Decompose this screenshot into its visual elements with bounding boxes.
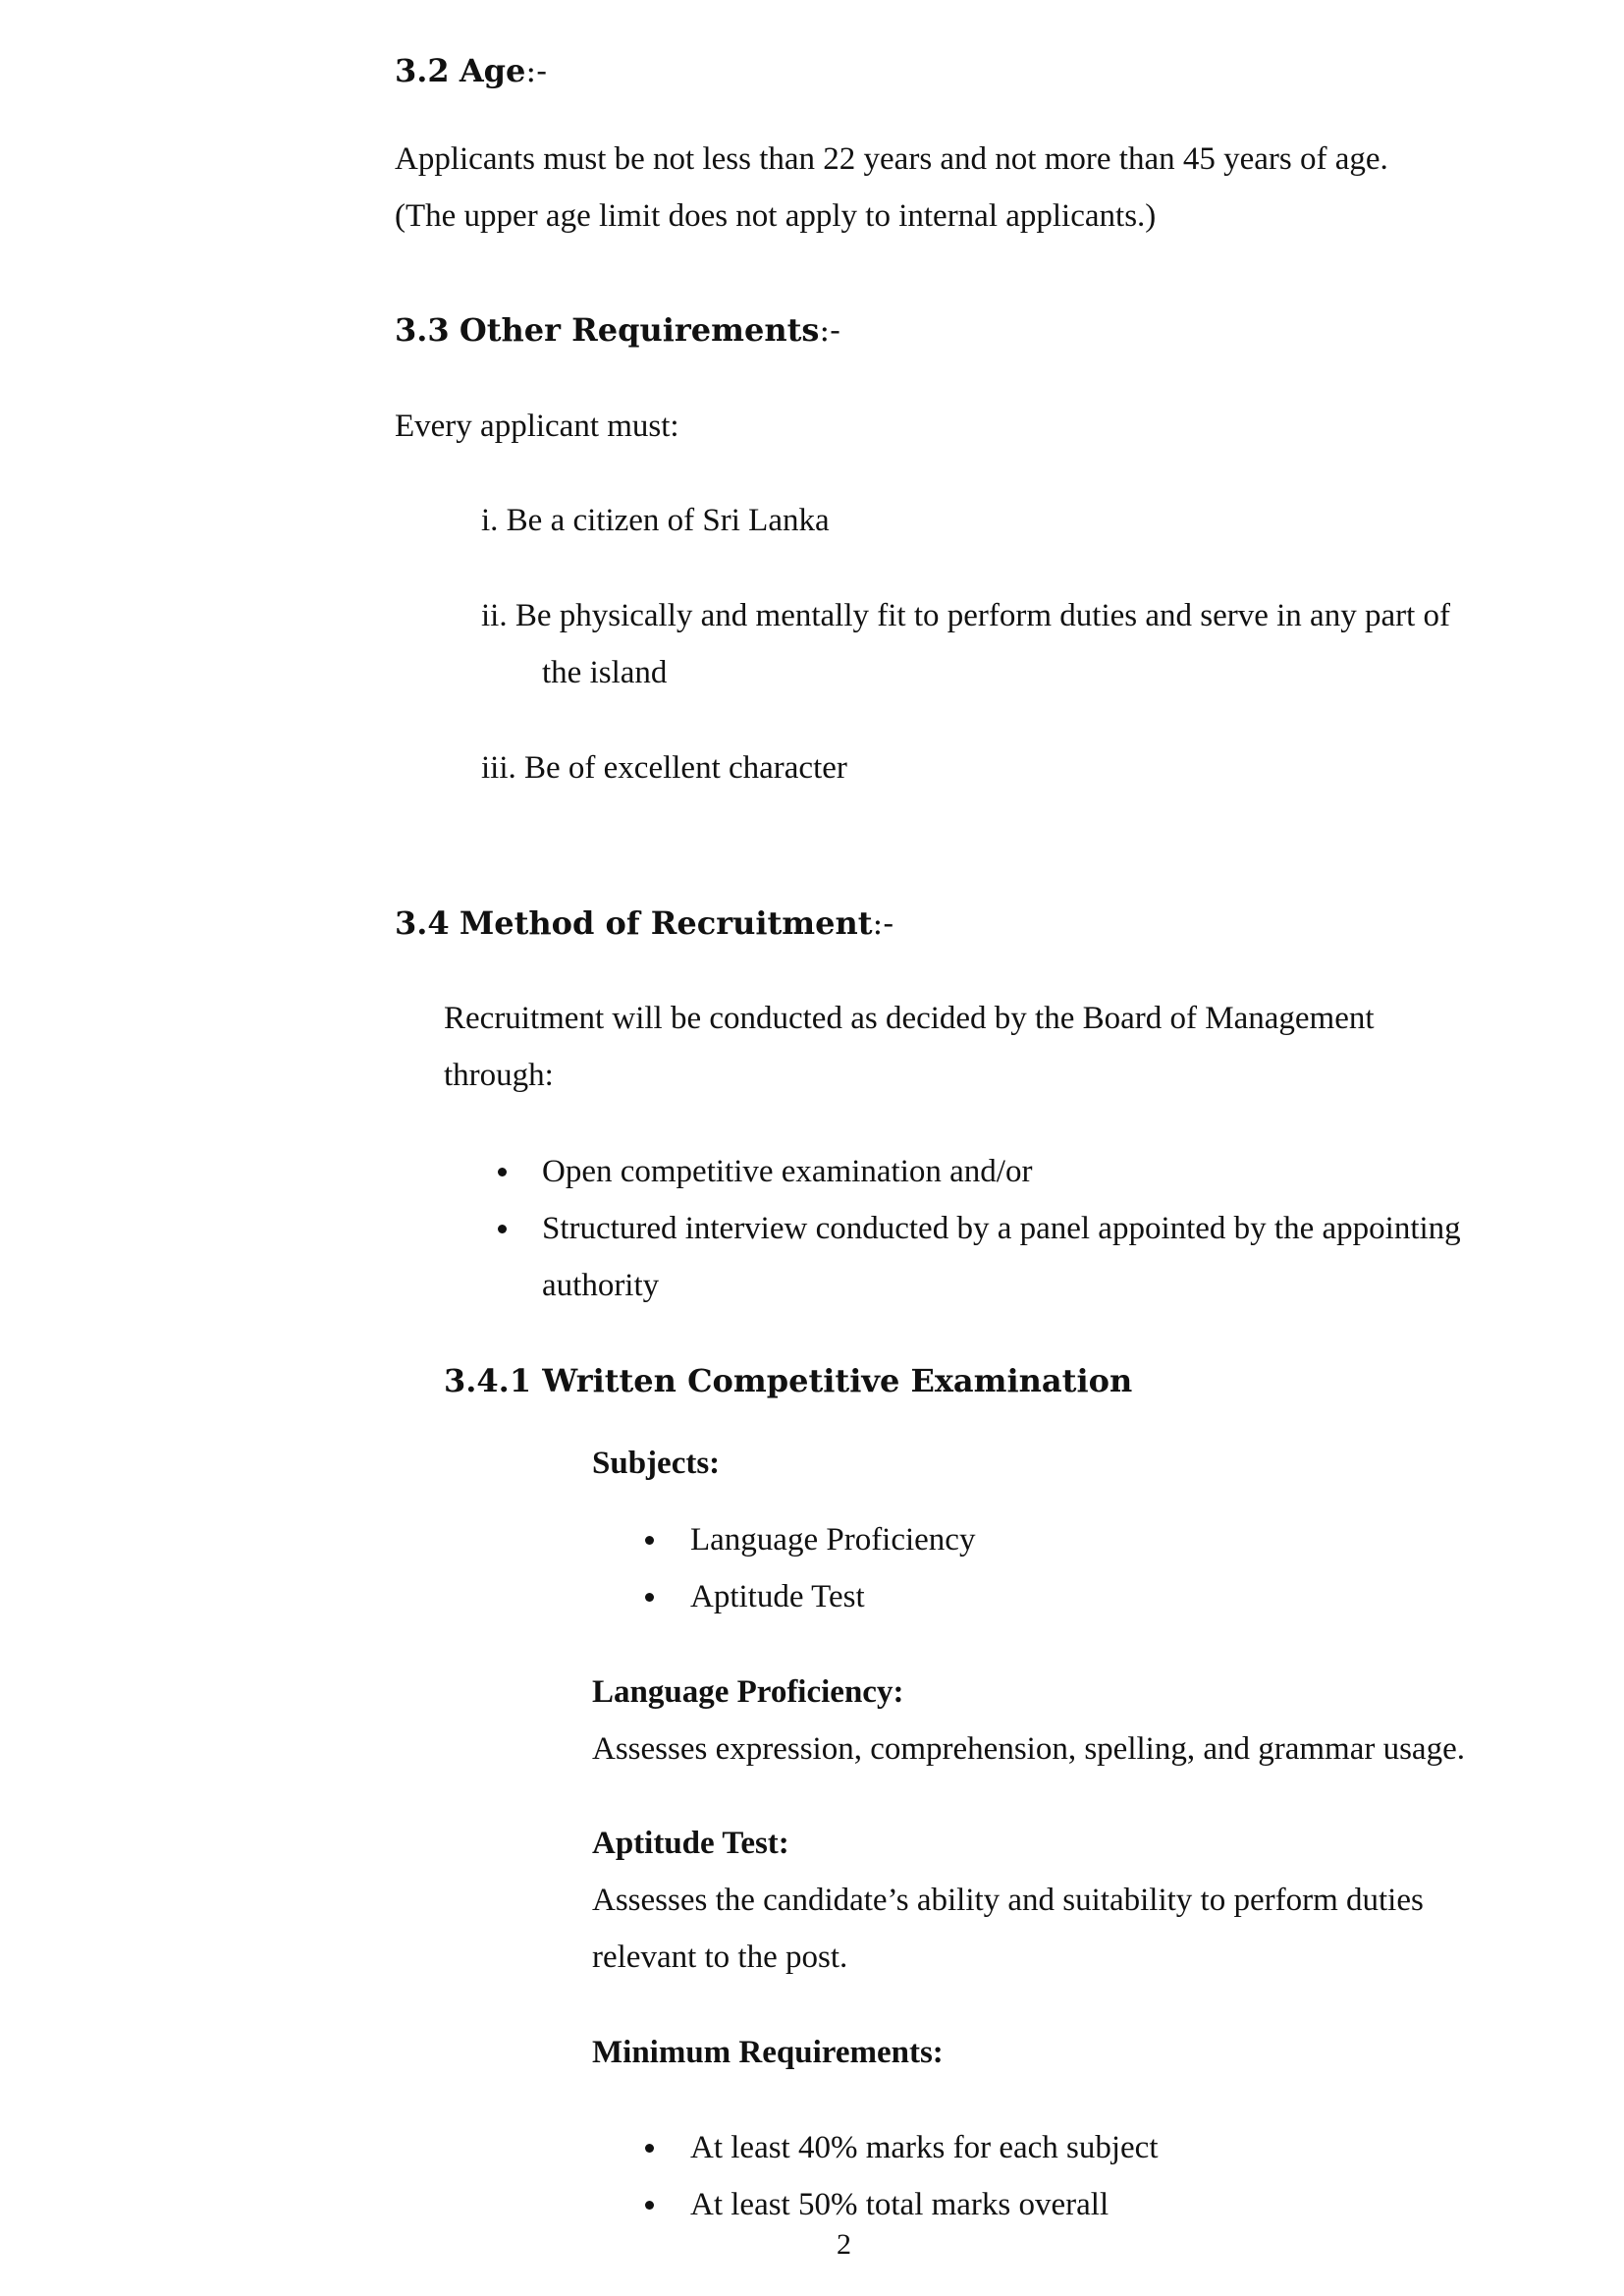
method-intro-line-2: through: [444, 1058, 554, 1093]
section-number: 3.4 [395, 904, 450, 942]
aptitude-test-description-line-1: Assesses the candidate’s ability and suitability to perform duties [592, 1883, 1424, 1918]
section-title: Method of Recruitment [459, 904, 873, 942]
section-suffix: :- [525, 52, 547, 89]
section-heading-method [395, 903, 893, 943]
bullet-icon [645, 1536, 654, 1545]
method-bullet-item: Structured interview conducted by a panel appointed by the appointing [542, 1211, 1461, 1246]
requirement-item: i. Be a citizen of Sri Lanka [481, 503, 830, 538]
subject-item: Language Proficiency [690, 1522, 976, 1558]
section-suffix: :- [819, 311, 840, 349]
section-heading-other-requirements [395, 310, 840, 350]
requirements-intro: Every applicant must: [395, 409, 679, 444]
requirement-item: iii. Be of excellent character [481, 750, 847, 786]
language-proficiency-description: Assesses expression, comprehension, spelling, and grammar usage. [592, 1731, 1465, 1767]
minimum-requirements-label: Minimum Requirements: [592, 2035, 944, 2070]
section-suffix: :- [872, 904, 894, 942]
section-title: Age [459, 52, 526, 89]
method-bullet-item: Open competitive examination and/or [542, 1154, 1033, 1189]
age-text-line-1: Applicants must be not less than 22 years and not more than 45 years of age. [395, 141, 1388, 177]
minimum-requirement-item: At least 50% total marks overall [690, 2187, 1110, 2222]
requirement-item: ii. Be physically and mentally fit to perform duties and serve in any part of [481, 598, 1450, 633]
section-title: Other Requirements [459, 311, 820, 349]
bullet-icon [645, 1593, 654, 1602]
aptitude-test-description-line-2: relevant to the post. [592, 1940, 848, 1975]
requirement-item-continuation: the island [542, 655, 668, 690]
language-proficiency-label: Language Proficiency: [592, 1674, 904, 1710]
bullet-icon [645, 2201, 654, 2210]
aptitude-test-label: Aptitude Test: [592, 1826, 789, 1861]
subsection-title: 3.4.1 Written Competitive Examination [444, 1362, 1133, 1399]
subject-item: Aptitude Test [690, 1579, 865, 1614]
bullet-icon [498, 1225, 507, 1233]
page-number: 2 [837, 2228, 851, 2261]
age-text-line-2: (The upper age limit does not apply to internal applicants.) [395, 198, 1157, 234]
bullet-icon [498, 1168, 507, 1176]
minimum-requirement-item: At least 40% marks for each subject [690, 2130, 1159, 2165]
section-number: 3.2 [395, 52, 450, 89]
subsection-heading-written-exam [444, 1361, 1132, 1400]
subjects-label: Subjects: [592, 1446, 721, 1481]
section-number: 3.3 [395, 311, 450, 349]
method-bullet-continuation: authority [542, 1268, 660, 1303]
method-intro-line-1: Recruitment will be conducted as decided by the Board of Management [444, 1001, 1375, 1036]
section-heading-age [395, 51, 547, 90]
bullet-icon [645, 2144, 654, 2153]
